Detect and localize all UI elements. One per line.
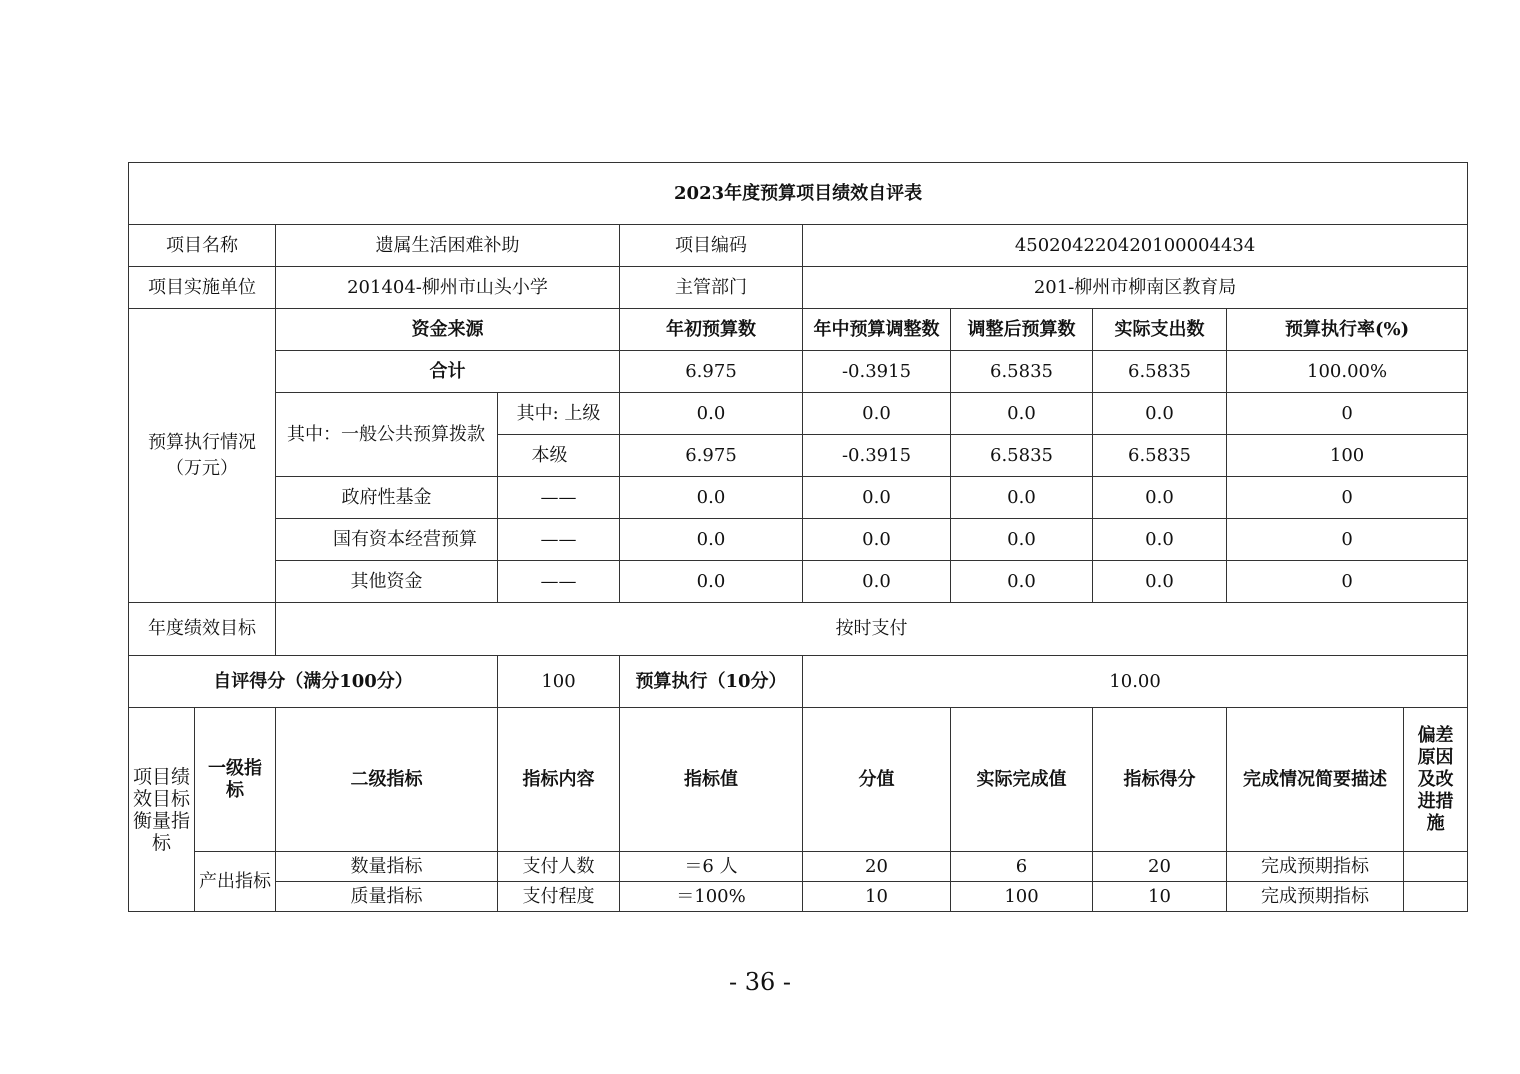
unit-value: 201404-柳州市山头小学 [276,267,620,309]
goal-value: 按时支付 [276,603,1468,656]
table-row-score: 10 [803,882,951,912]
budget-section-label: 预算执行情况 （万元） [129,309,276,603]
header-level1: 一级指 标 [195,708,276,852]
header-level2: 二级指标 [276,708,498,852]
exec-score-value: 10.00 [803,656,1468,708]
state-capital-label: 国有资本经营预算 [276,519,498,561]
header-mid-adjust: 年中预算调整数 [803,309,951,351]
score-label: 自评得分（满分100分） [129,656,498,708]
header-score: 分值 [803,708,951,852]
other-fund-actual: 0.0 [1093,561,1227,603]
local-initial: 6.975 [620,435,803,477]
state-capital-actual: 0.0 [1093,519,1227,561]
goal-label: 年度绩效目标 [129,603,276,656]
upper-adjusted: 0.0 [951,393,1093,435]
table-row-got: 20 [1093,852,1227,882]
dept-label: 主管部门 [620,267,803,309]
table-row-got: 10 [1093,882,1227,912]
gov-fund-rate: 0 [1227,477,1468,519]
gov-fund-initial: 0.0 [620,477,803,519]
output-indicator-label: 产出指标 [195,852,276,912]
other-fund-adjust: 0.0 [803,561,951,603]
table-row-value: ＝6 人 [620,852,803,882]
table-row-desc: 完成预期指标 [1227,852,1404,882]
header-fund-source: 资金来源 [276,309,620,351]
gov-fund-adjusted: 0.0 [951,477,1093,519]
header-desc: 完成情况简要描述 [1227,708,1404,852]
upper-adjust: 0.0 [803,393,951,435]
table-row-score: 20 [803,852,951,882]
score-value: 100 [498,656,620,708]
upper-actual: 0.0 [1093,393,1227,435]
other-fund-initial: 0.0 [620,561,803,603]
header-got: 指标得分 [1093,708,1227,852]
upper-initial: 0.0 [620,393,803,435]
gov-fund-adjust: 0.0 [803,477,951,519]
performance-table [128,162,1468,912]
project-name-value: 遗属生活困难补助 [276,225,620,267]
table-row-content: 支付人数 [498,852,620,882]
project-name-label: 项目名称 [129,225,276,267]
local-level-label: 本级 [498,435,620,477]
table-row-content: 支付程度 [498,882,620,912]
table-row-actual: 6 [951,852,1093,882]
local-adjusted: 6.5835 [951,435,1093,477]
upper-level-label: 其中: 上级 [498,393,620,435]
page-number: - 36 - [728,968,791,996]
project-code-value: 450204220420100004434 [803,225,1468,267]
header-actual: 实际完成值 [951,708,1093,852]
other-fund-rate: 0 [1227,561,1468,603]
total-adjusted: 6.5835 [951,351,1093,393]
gov-fund-actual: 0.0 [1093,477,1227,519]
state-capital-dash: —— [498,519,620,561]
other-fund-dash: —— [498,561,620,603]
table-row-desc: 完成预期指标 [1227,882,1404,912]
state-capital-adjusted: 0.0 [951,519,1093,561]
table-row-reason [1404,882,1468,912]
local-rate: 100 [1227,435,1468,477]
gov-fund-label: 政府性基金 [276,477,498,519]
table-row-value: ＝100% [620,882,803,912]
header-exec-rate: 预算执行率(%) [1227,309,1468,351]
dept-value: 201-柳州市柳南区教育局 [803,267,1468,309]
exec-score-label: 预算执行（10分） [620,656,803,708]
total-label: 合计 [276,351,620,393]
unit-label: 项目实施单位 [129,267,276,309]
header-reason: 偏差 原因 及改 进措 施 [1404,708,1468,852]
table-row-level2: 质量指标 [276,882,498,912]
total-actual: 6.5835 [1093,351,1227,393]
indicator-section-label: 项目绩 效目标 衡量指 标 [129,708,195,912]
gov-fund-dash: —— [498,477,620,519]
total-initial: 6.975 [620,351,803,393]
table-row-reason [1404,852,1468,882]
state-capital-rate: 0 [1227,519,1468,561]
project-code-label: 项目编码 [620,225,803,267]
total-rate: 100.00% [1227,351,1468,393]
table-row-actual: 100 [951,882,1093,912]
header-adjusted-budget: 调整后预算数 [951,309,1093,351]
header-value: 指标值 [620,708,803,852]
header-actual-spend: 实际支出数 [1093,309,1227,351]
upper-rate: 0 [1227,393,1468,435]
header-content: 指标内容 [498,708,620,852]
header-initial-budget: 年初预算数 [620,309,803,351]
state-capital-adjust: 0.0 [803,519,951,561]
page-title: 2023年度预算项目绩效自评表 [129,163,1468,225]
total-adjust: -0.3915 [803,351,951,393]
local-actual: 6.5835 [1093,435,1227,477]
other-fund-adjusted: 0.0 [951,561,1093,603]
general-budget-label: 其中：一般公共预算拨款 [276,393,498,477]
state-capital-initial: 0.0 [620,519,803,561]
other-fund-label: 其他资金 [276,561,498,603]
table-row-level2: 数量指标 [276,852,498,882]
local-adjust: -0.3915 [803,435,951,477]
